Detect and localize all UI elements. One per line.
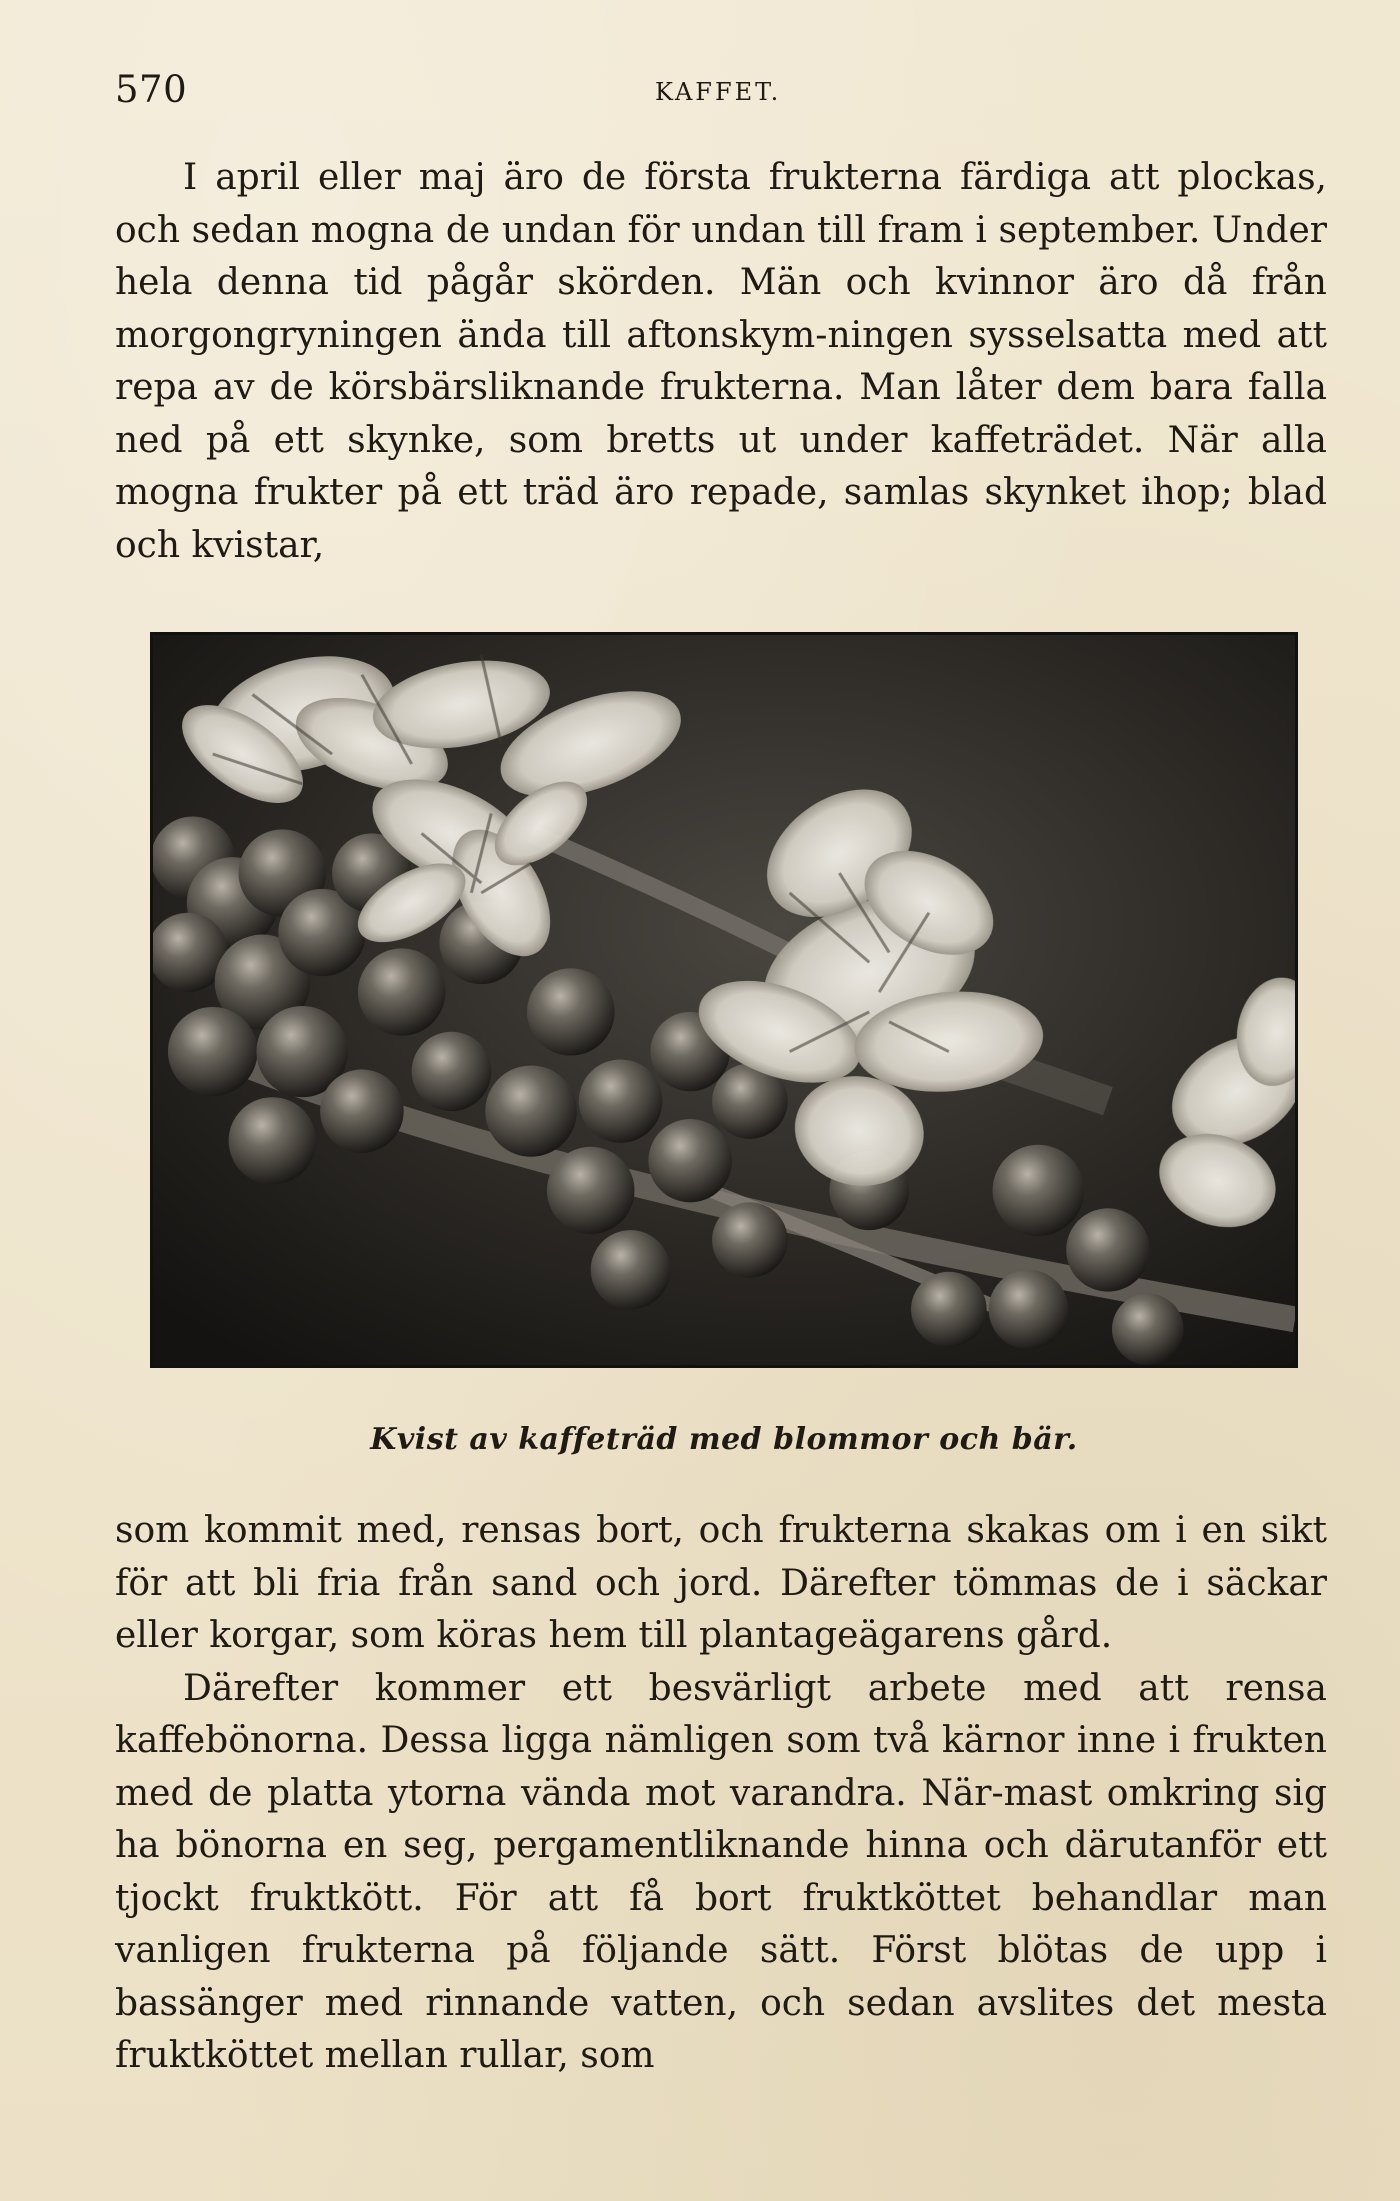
page-header [115,68,1325,118]
paragraph: I april eller maj äro de första frukterna färdiga att plockas, och sedan mogna de undan för undan till fram i september. Under hela denna tid pågår skörden. Män och kvinnor äro då från morgongryningen ända till aftonskym-ningen sysselsatta med att repa av de körsbärsliknande frukterna. Man låter dem bara falla ned på ett skynke, som bretts ut under kaffeträdet. När alla mogna frukter på ett träd äro repade, samlas skynket ihop; blad och kvistar, [115,157,1327,566]
figure-photo-coffee-branch [150,632,1298,1368]
coffee-branch-photo [153,635,1295,1365]
body-text-top [115,152,1327,572]
paragraph: Därefter kommer ett besvärligt arbete med att rensa kaffebönorna. Dessa ligga nämligen som två kärnor inne i frukten med de platta ytorna vända mot varandra. När-mast omkring sig ha bönorna en seg, pergamentliknande hinna och därutanför ett tjockt fruktkött. För att få bort fruktköttet behandlar man vanligen frukterna på följande sätt. Först blötas de upp i bassänger med rinnande vatten, och sedan avslites det mesta fruktköttet mellan rullar, som [115,1667,1327,2076]
paragraph: som kommit med, rensas bort, och frukterna skakas om i en sikt för att bli fria från sand och jord. Därefter tömmas de i säckar eller korgar, som köras hem till plantageägarens gård. [115,1510,1327,1656]
body-text-bottom [115,1505,1327,2083]
page-number: 570 [115,68,188,111]
running-head: KAFFET. [655,78,782,106]
figure-caption: Kvist av kaffeträd med blommor och bär. [370,1422,1078,1457]
